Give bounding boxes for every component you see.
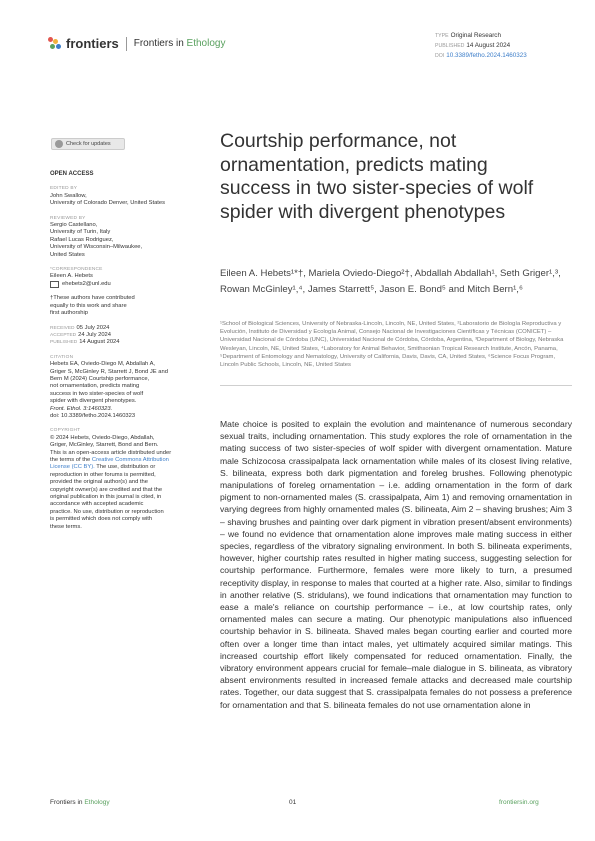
logo-wordmark: frontiers: [66, 36, 119, 51]
article-dates: RECEIVED 05 July 2024 ACCEPTED 24 July 2024 PUBLISHED 14 August 2024: [50, 324, 120, 346]
cc-license-link-cont[interactable]: License (CC BY).: [50, 464, 95, 471]
citation: Hebets EA, Oviedo-Diego M, Abdallah A, Griger S, McGinley R, Starrett J, Bond JE and Bern M (2024) Courtship performance, not ornamentation, predicts mating success in two sister-species of wolf spider with divergent phenotypes. Front. Ethol. 3:1460323. doi: 10.3389/fetho.2024.1460323: [50, 361, 168, 419]
footer-site-link[interactable]: frontiersin.org: [499, 799, 539, 806]
cc-license-link[interactable]: Creative Commons Attribution: [91, 457, 169, 463]
check-for-updates-button[interactable]: Check for updates: [51, 138, 125, 150]
email-link[interactable]: ehebets2@unl.edu: [50, 281, 200, 288]
article-meta: TYPE Original Research PUBLISHED 14 August 2024 DOI 10.3389/fetho.2024.1460323: [435, 32, 527, 59]
open-access-label: OPEN ACCESS: [50, 171, 94, 177]
frontiers-logo-icon: [48, 37, 62, 51]
logo-divider: [126, 37, 127, 51]
copyright: © 2024 Hebets, Oviedo-Diego, Abdallah, Griger, McGinley, Starrett, Bond and Bern. This is an open-access article distributed under the terms of the Creative Commons Attribution License (CC BY). The use, distribution or reproduction in other forums is permitted, provided the original author(s) and the copyright owner(s) are credited and that the original publication in this journal is cited, in accordance with accepted academic practice. No use, distribution or reproduction is permitted which does not comply with these terms.: [50, 434, 172, 530]
divider: [220, 385, 572, 386]
doi-link[interactable]: 10.3389/fetho.2024.1460323: [446, 52, 527, 59]
frontiers-logo[interactable]: [48, 36, 225, 51]
check-updates-icon: [55, 140, 63, 148]
affiliations: ¹School of Biological Sciences, University of Nebraska-Lincoln, Lincoln, NE, United States, ²Laboratorio de Biología Reproductiva y Evolución, Instituto de Diversidad y Ecología Animal, Consejo Nacional de Investigaciones Científicas y Técnicas (CONICET) – Universidad Nacional de Córdoba (UNC), Universidad Nacional de Córdoba, Córdoba, Argentina, ³Department of Biology, Nebraska Wesleyan, Lincoln, NE, United States, ⁴Laboratory for Animal Behavior, Smithsonian Tropical Research Institute, Ancón, Panama, ⁵Department of Entomology and Nematology, University of California, Davis, Davis, CA, United States, ⁶Science Focus Program, Lincoln Public Schools, Lincoln, NE, United States: [220, 321, 564, 369]
article-title: Courtship performance, not ornamentation, predicts mating success in two sister-species of wolf spider with divergent phenotypes: [220, 130, 534, 223]
abstract: Mate choice is posited to explain the evolution and maintenance of numerous secondary sexual traits, including ornamentation. This study explores the role of ornamentation in the mating success of two sister-species of wolf spider with divergent ornamentation. Mature male Schizocosa crassipalpata lack ornamentation while males of its closest living relative, S. bilineata, express both dark pigmentation and foreleg brushes. Following phenotypic manipulations of foreleg ornamentation – i.e. adding ornamentation in the form of dark pigment to non-ornamented males (S. crassipalpata, Aim 1) and removing ornamentation in varying degrees from highly ornamented males (S. bilineata, Aim 2 – shaving brushes; Aim 3 – shaving brushes and painting over dark pigment in vibration present/absent environments) – we found no evidence that ornamentation alone improves male mating success in either species, regardless of the vibratory signaling environment. In both S. bilineata experiments, however, higher courtship rates resulted in higher mating success, suggesting selection for courtship performance. Furthermore, females were more likely to turn, a presumed receptivity display, in response to males that courted at a higher rate. Also, similar to findings in another relative (S. stridulans), we found indications that ornamentation may function to ease a male's reliance on courtship performance – i.e., at low courtship rates, only ornamented males can secure a mating. Our phenotypic manipulations also influenced courtship behavior in S. bilineata. Shaved males began courting earlier and courted more often over a longer time than intact males, yet ultimately acquired similar matings. This increased courtship effort likely compensated for reduced ornamentation. Finally, the vibratory environment appears crucial for female–male dialogue in S. bilineata, as vibratory absent environments resulted in increased female attacks and decreased male courtship rates. Together, our data suggest that S. crassipalpata females do not possess a preference for ornamentation and that S. bilineata females do not use ornamentation alone in: [220, 419, 572, 710]
sidebar-metadata: OPEN ACCESS EDITED BY John Swallow, University of Colorado Denver, United States REVIEWED BY Sergio Castellano, University of Turin, Italy Rafael Lucas Rodriguez, University of Wisconsin–Milwaukee, United States *CORRESPONDENCE Eileen A. Hebets ehebets2@unl.edu †These authors have contributed equally to this work and share first authorship RECEIVED 05 July 2024 ACCEPTED 24 July 2024 PUBLISHED 14 August 2024 CITATION Hebets EA, Oviedo-Diego M, Abdallah A, Griger S, McGinley R, Starrett J, Bond JE and Bern M (2024) Courtship performance, not ornamentation, predicts mating success in two sister-species of wolf spider with divergent phenotypes. Front. Ethol. 3:1460323. doi: 10.3389/fetho.2024.1460323 COPYRIGHT © 2024 Hebets, Oviedo-Diego, Abdallah, Griger, McGinley, Starrett, Bond and Bern. This is an open-access article distributed under the terms of the Creative Commons Attribution License (CC BY). The use, distribution or reproduction in other forums is permitted, provided the original author(s) and the copyright owner(s) are credited and that the original publication in this journal is cited, in accordance with accepted academic practice. No use, distribution or reproduction is permitted which does not comply with these terms.: [50, 171, 200, 531]
author-list: Eileen A. Hebets¹*†, Mariela Oviedo-Diego²†, Abdallah Abdallah¹, Seth Griger¹,³, Rowan McGinley¹,⁴, James Starrett⁵, Jason E. Bond⁵ and Mitch Bern¹,⁶: [220, 268, 561, 295]
journal-name: Frontiers in Ethology: [133, 38, 226, 49]
page-number: 01: [289, 799, 297, 806]
footer-journal: Frontiers in Ethology: [50, 799, 110, 806]
envelope-icon: [50, 281, 59, 288]
